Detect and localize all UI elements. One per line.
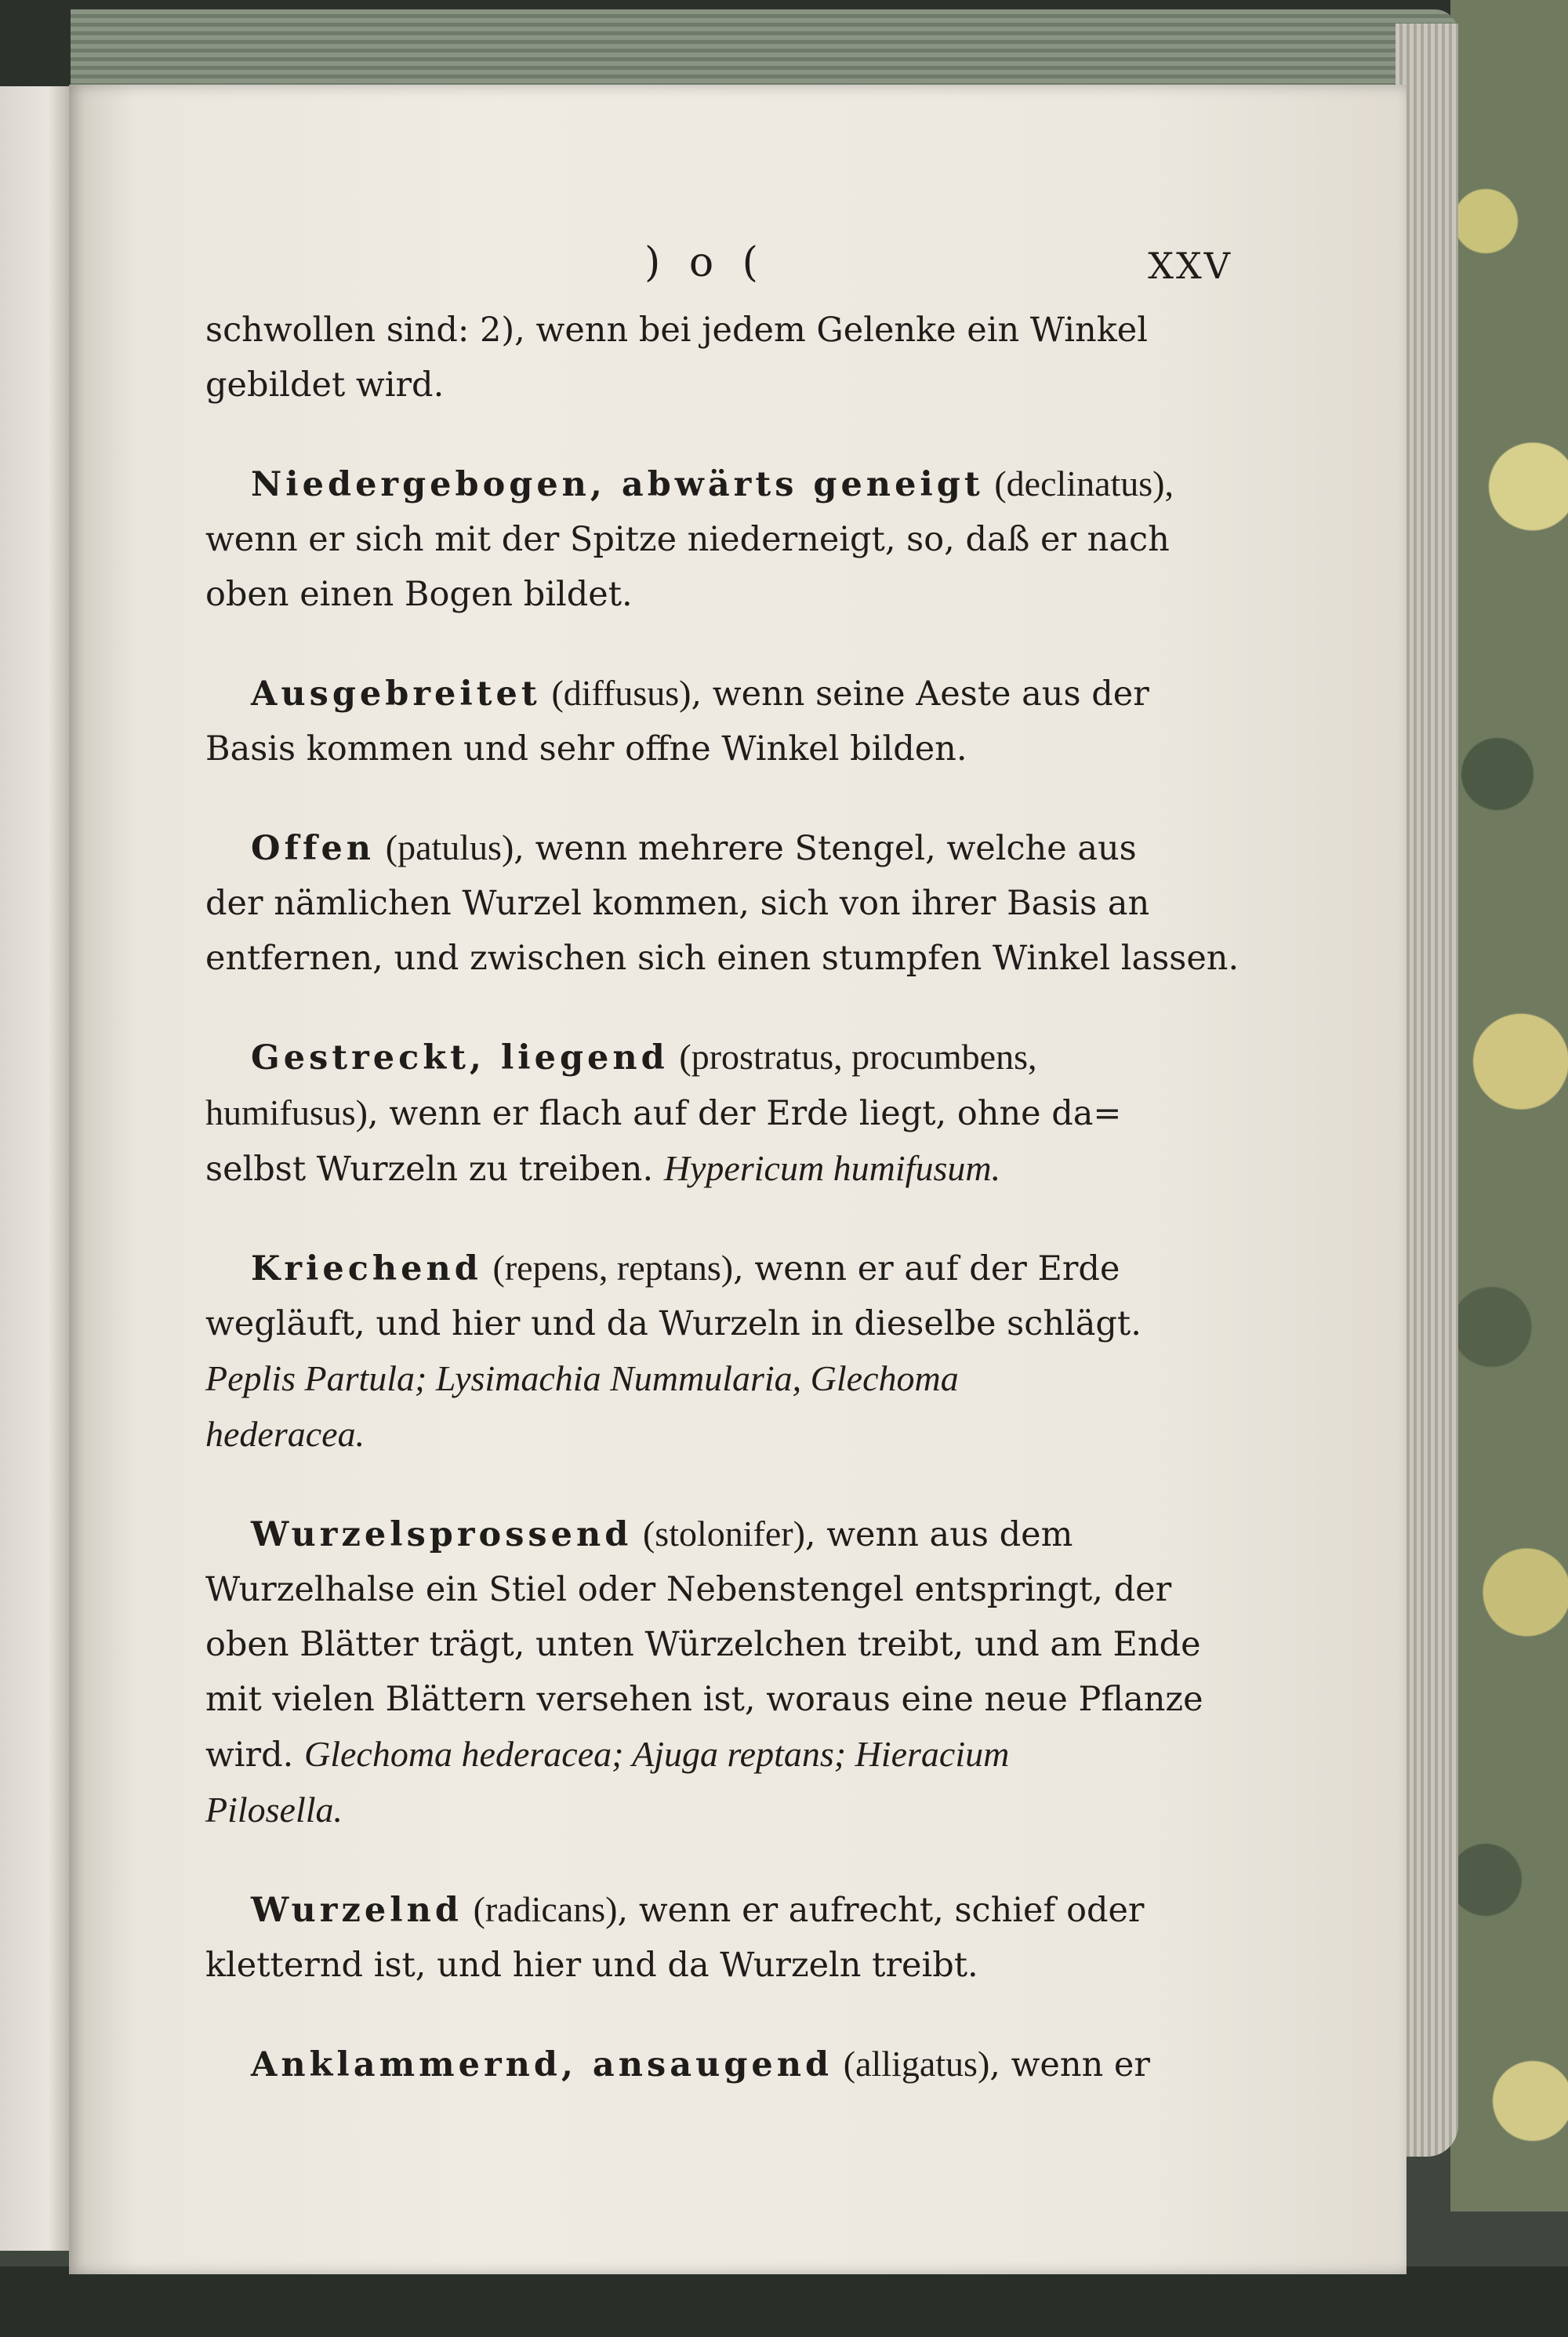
term-heading: Kriechend <box>251 1249 482 1288</box>
text-line <box>205 567 1232 622</box>
text-run: , wenn er auf der Erde <box>733 1249 1120 1288</box>
text-run: , wenn er <box>989 2045 1150 2084</box>
text-line <box>205 1407 1232 1463</box>
latin-term: (radicans) <box>473 1889 618 1929</box>
term-heading: Niedergebogen, abwärts geneigt <box>251 465 984 504</box>
latin-term: (repens, reptans) <box>492 1248 734 1288</box>
text-run <box>375 829 386 868</box>
text-line <box>205 1938 1232 1993</box>
text-run: oben einen Bogen bildet. <box>205 575 633 614</box>
text-line <box>205 303 1232 358</box>
text-run: schwollen sind: 2), wenn bei jedem Gelenke ein Winkel <box>205 311 1148 350</box>
paragraph <box>205 303 1232 413</box>
header-ornament: ) o ( <box>644 239 766 286</box>
text-line <box>205 2037 1232 2092</box>
latin-term: (declinatus), <box>994 463 1174 503</box>
text-line <box>205 1672 1232 1727</box>
latin-term: (prostratus, procumbens, <box>679 1037 1037 1077</box>
text-run: gebildet wird. <box>205 365 445 405</box>
text-run: , wenn seine Aeste aus der <box>691 674 1149 714</box>
text-line <box>205 512 1232 567</box>
text-run: , wenn er aufrecht, schief oder <box>617 1891 1145 1930</box>
page-number: XXV <box>1148 245 1232 287</box>
text-line <box>205 721 1232 776</box>
text-run: Basis kommen und sehr offne Winkel bilden. <box>205 729 967 769</box>
text-line <box>205 1562 1232 1617</box>
paragraph <box>205 1507 1232 1838</box>
running-header <box>205 235 1232 298</box>
text-line <box>205 666 1232 721</box>
term-heading: Wurzelsprossend <box>251 1515 633 1554</box>
species-name: Hypericum humifusum. <box>663 1148 1001 1188</box>
text-run: Wurzelhalse ein Stiel oder Nebenstengel entspringt, der <box>205 1570 1172 1609</box>
paragraph <box>205 1882 1232 1993</box>
text-line <box>205 1030 1232 1085</box>
text-run: kletternd ist, und hier und da Wurzeln treibt. <box>205 1946 978 1985</box>
text-line <box>205 1296 1232 1351</box>
text-run <box>541 674 552 714</box>
text-line <box>205 1351 1232 1407</box>
text-line <box>205 358 1232 413</box>
text-run <box>833 2045 844 2084</box>
paragraph <box>205 456 1232 622</box>
term-heading: Anklammernd, ansaugend <box>251 2045 833 2084</box>
paragraph <box>205 820 1240 986</box>
text-run: der nämlichen Wurzel kommen, sich von ihrer Basis an <box>205 884 1150 923</box>
text-line <box>205 1141 1232 1197</box>
paragraph <box>205 666 1232 776</box>
latin-term: (patulus) <box>385 827 514 867</box>
text-line <box>205 1507 1232 1562</box>
text-run: wegläuft, und hier und da Wurzeln in dieselbe schlägt. <box>205 1304 1142 1343</box>
text-run <box>463 1891 474 1930</box>
text-run: wenn er sich mit der Spitze niederneigt, so, daß er nach <box>205 520 1170 559</box>
text-run: , wenn er flach auf der Erde liegt, ohne da= <box>368 1094 1122 1133</box>
background-bottom <box>0 2266 1568 2337</box>
species-name: Glechoma hederacea; Ajuga reptans; Hieracium <box>303 1734 1010 1774</box>
text-line <box>205 456 1232 512</box>
marbled-cover <box>1450 0 1568 2212</box>
text-line <box>205 1085 1232 1141</box>
text-run <box>669 1038 680 1078</box>
paragraph <box>205 1030 1232 1197</box>
body-text <box>205 303 1240 2092</box>
latin-term: (stolonifer) <box>642 1514 805 1554</box>
text-run: oben Blätter trägt, unten Würzelchen treibt, und am Ende <box>205 1625 1201 1664</box>
term-heading: Gestreckt, liegend <box>251 1038 669 1078</box>
text-line <box>205 1783 1232 1838</box>
text-run: entfernen, und zwischen sich einen stumpfen Winkel lassen. <box>205 939 1240 978</box>
text-run <box>984 465 995 504</box>
text-run <box>632 1515 643 1554</box>
text-run: selbst Wurzeln zu treiben. <box>205 1150 664 1189</box>
species-name: hederacea. <box>205 1414 365 1454</box>
text-line <box>205 1727 1232 1783</box>
latin-term: humifusus) <box>205 1092 368 1132</box>
paragraph <box>205 2037 1232 2092</box>
text-run: , wenn aus dem <box>804 1515 1073 1554</box>
page-text-block <box>205 235 1240 2136</box>
text-line <box>205 1241 1232 1296</box>
page-block-edge-top <box>71 9 1458 88</box>
species-name: Pilosella. <box>205 1790 343 1830</box>
facing-page <box>0 86 69 2251</box>
latin-term: (alligatus) <box>843 2044 990 2084</box>
text-line <box>205 876 1232 931</box>
text-run <box>482 1249 493 1288</box>
text-run: , wenn mehrere Stengel, welche aus <box>514 829 1137 868</box>
paragraph <box>205 1241 1232 1463</box>
term-heading: Wurzelnd <box>251 1891 463 1930</box>
term-heading: Offen <box>251 829 376 868</box>
latin-term: (diffusus) <box>551 673 691 713</box>
text-line <box>205 820 1232 876</box>
text-line <box>205 931 1240 986</box>
text-line <box>205 1882 1232 1938</box>
text-run: mit vielen Blättern versehen ist, woraus eine neue Pflanze <box>205 1680 1203 1719</box>
term-heading: Ausgebreitet <box>251 674 541 714</box>
species-name: Peplis Partula; Lysimachia Nummularia, Glechoma <box>205 1358 959 1398</box>
text-line <box>205 1617 1232 1672</box>
text-run: wird. <box>205 1735 304 1775</box>
